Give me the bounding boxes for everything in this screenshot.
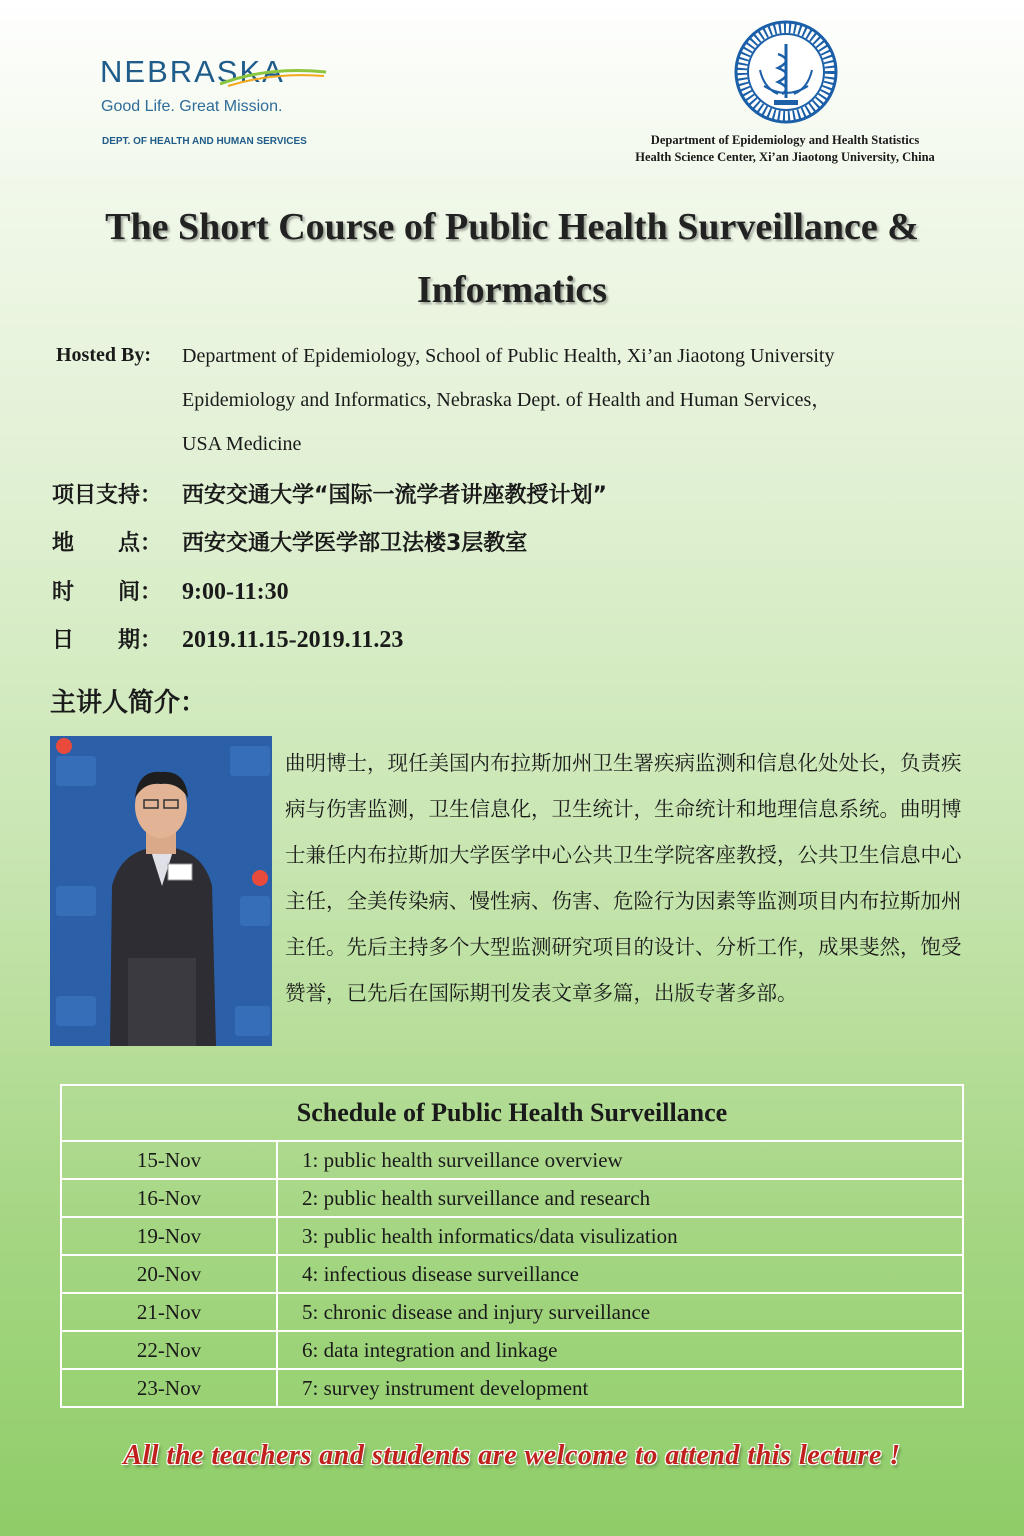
speaker-heading: 主讲人简介： <box>50 688 207 718</box>
location-row <box>52 530 527 558</box>
host-line-3: USA Medicine <box>182 433 302 455</box>
project-support-row <box>52 482 607 510</box>
date-label: 日 期： <box>52 628 163 653</box>
table-row <box>62 1218 962 1256</box>
location-label: 地 点： <box>52 531 163 556</box>
schedule-table <box>60 1084 964 1408</box>
schedule-topic: 3: public health informatics/data visulization <box>302 1224 678 1248</box>
schedule-date: 16-Nov <box>62 1180 278 1216</box>
location-value: 西安交通大学医学部卫法楼3层教室 <box>182 531 528 556</box>
table-row <box>62 1294 962 1332</box>
speaker-bio: 曲明博士，现任美国内布拉斯加州卫生署疾病监测和信息化处处长，负责疾病与伤害监测，卫生信息化，卫生统计，生命统计和地理信息系统。曲明博士兼任内布拉斯加大学医学中心公共卫生学院客座教授，公共卫生信息中心主任，全美传染病、慢性病、伤害、危险行为因素等监测项目内布拉斯加州主任。先后主持多个大型监测研究项目的设计、分析工作，成果斐然，饱受赞誉，已先后在国际期刊发表文章多篇，出版专著多部。 <box>285 751 962 1005</box>
nebraska-dhhs-logo <box>100 52 330 152</box>
schedule-topic: 4: infectious disease surveillance <box>302 1262 579 1286</box>
project-support-label: 项目支持： <box>52 483 163 508</box>
nebraska-wordmark: NEBRASKA <box>100 54 285 89</box>
nebraska-tagline: Good Life. Great Mission. <box>101 98 283 115</box>
schedule-topic: 2: public health surveillance and research <box>302 1186 651 1210</box>
schedule-date: 23-Nov <box>62 1370 278 1406</box>
schedule-topic: 6: data integration and linkage <box>302 1338 558 1362</box>
table-row <box>62 1256 962 1294</box>
time-label: 时 间： <box>52 580 163 605</box>
host-line-2: Epidemiology and Informatics, Nebraska Dept. of Health and Human Services， <box>182 389 832 411</box>
xjtu-dept-line2: Health Science Center, Xi’an Jiaotong University, China <box>635 150 935 164</box>
time-value: 9:00-11:30 <box>182 579 289 605</box>
schedule-title: Schedule of Public Health Surveillance <box>62 1086 962 1142</box>
schedule-date: 19-Nov <box>62 1218 278 1254</box>
course-title-line2: Informatics <box>417 269 607 311</box>
hosted-by-label: Hosted By: <box>56 344 151 366</box>
schedule-date: 20-Nov <box>62 1256 278 1292</box>
xjtu-department-caption <box>560 132 1010 166</box>
schedule-topic: 5: chronic disease and injury surveillance <box>302 1300 651 1324</box>
schedule-date: 21-Nov <box>62 1294 278 1330</box>
schedule-topic: 7: survey instrument development <box>302 1376 589 1400</box>
time-row <box>52 578 289 607</box>
schedule-date: 15-Nov <box>62 1142 278 1178</box>
schedule-topic: 1: public health surveillance overview <box>302 1148 623 1172</box>
schedule-date: 22-Nov <box>62 1332 278 1368</box>
project-support-value: 西安交通大学“国际一流学者讲座教授计划” <box>182 483 607 508</box>
table-row <box>62 1370 962 1406</box>
welcome-message: All the teachers and students are welcome to attend this lecture ! <box>123 1440 901 1471</box>
nebraska-swoosh-icon <box>218 64 328 88</box>
xjtu-dept-line1: Department of Epidemiology and Health Statistics <box>650 133 920 147</box>
course-title-line1: The Short Course of Public Health Surveillance & <box>105 206 919 248</box>
date-value: 2019.11.15-2019.11.23 <box>182 627 404 653</box>
host-line-1: Department of Epidemiology, School of Public Health, Xi’an Jiaotong University <box>182 345 835 367</box>
xjtu-health-science-seal-icon <box>734 20 838 124</box>
table-row <box>62 1142 962 1180</box>
table-row <box>62 1180 962 1218</box>
table-row <box>62 1332 962 1370</box>
date-row <box>52 626 403 655</box>
speaker-photo <box>50 736 272 1046</box>
course-title <box>20 196 1004 322</box>
nebraska-dept-name: DEPT. OF HEALTH AND HUMAN SERVICES <box>102 136 307 147</box>
